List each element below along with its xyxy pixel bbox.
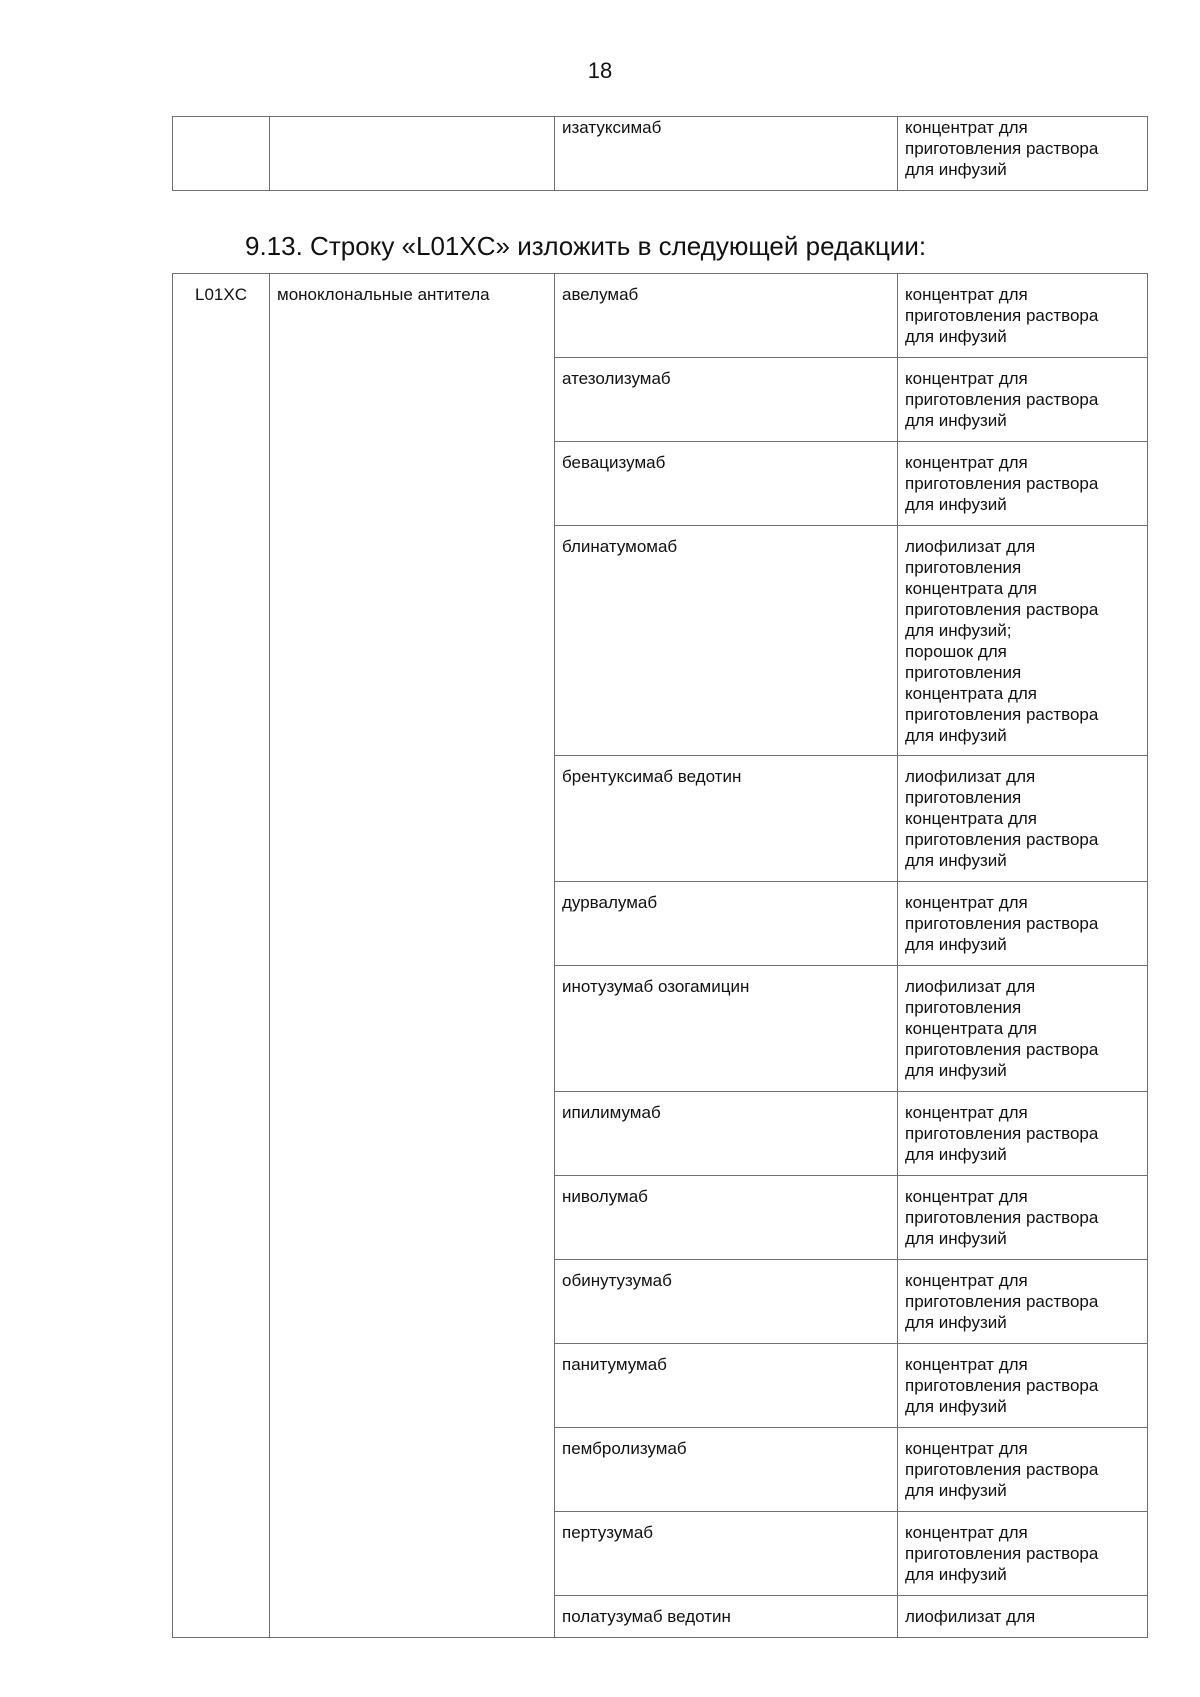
drug-name-cell: пембролизумаб [555, 1428, 898, 1512]
drug-name-cell: изатуксимаб [555, 117, 898, 191]
dosage-form-line: для инфузий [905, 851, 1007, 870]
dosage-form-line: для инфузий [905, 935, 1007, 954]
dosage-form-line: для инфузий [905, 327, 1007, 346]
dosage-form-line: концентрат для [905, 1523, 1028, 1542]
dosage-form-line: концентрат для [905, 893, 1028, 912]
dosage-form-line: концентрат для [905, 1271, 1028, 1290]
dosage-form-line: лиофилизат для [905, 537, 1036, 556]
dosage-form-line: приготовления раствора [905, 1292, 1099, 1311]
dosage-form-line: для инфузий [905, 160, 1007, 179]
drug-name-cell: ипилимумаб [555, 1092, 898, 1176]
dosage-form-line: приготовления раствора [905, 600, 1099, 619]
dosage-form-line: приготовления раствора [905, 1208, 1099, 1227]
dosage-form-line: приготовления раствора [905, 390, 1099, 409]
dosage-form-cell [898, 117, 1148, 191]
atc-code-cell [173, 117, 270, 191]
dosage-form-line: лиофилизат для [905, 767, 1036, 786]
dosage-form-line: приготовления раствора [905, 830, 1099, 849]
dosage-form-line: концентрата для [905, 1019, 1037, 1038]
continuation-table [172, 116, 1148, 191]
drug-name-cell: инотузумаб озогамицин [555, 966, 898, 1092]
dosage-form-line: лиофилизат для [905, 1607, 1036, 1626]
dosage-form-cell [898, 442, 1148, 526]
dosage-form-line: приготовления раствора [905, 474, 1099, 493]
drug-name-cell: атезолизумаб [555, 358, 898, 442]
dosage-form-line: лиофилизат для [905, 977, 1036, 996]
dosage-form-cell [898, 1428, 1148, 1512]
dosage-form-line: приготовления [905, 788, 1022, 807]
dosage-form-line: концентрат для [905, 1103, 1028, 1122]
table-row [173, 117, 1148, 191]
dosage-form-line: приготовления раствора [905, 1460, 1099, 1479]
dosage-form-line: для инфузий [905, 1313, 1007, 1332]
dosage-form-line: для инфузий [905, 1565, 1007, 1584]
dosage-form-line: концентрат для [905, 285, 1028, 304]
dosage-form-line: для инфузий [905, 1229, 1007, 1248]
dosage-form-cell [898, 1596, 1148, 1638]
drug-name-cell: авелумаб [555, 274, 898, 358]
dosage-form-line: концентрат для [905, 369, 1028, 388]
group-cell [270, 117, 555, 191]
dosage-form-line: приготовления раствора [905, 705, 1099, 724]
dosage-form-cell [898, 1176, 1148, 1260]
dosage-form-line: концентрата для [905, 684, 1037, 703]
drug-name-cell: блинатумомаб [555, 526, 898, 756]
drug-name-cell: ниволумаб [555, 1176, 898, 1260]
dosage-form-line: концентрат для [905, 1355, 1028, 1374]
drug-name-cell: дурвалумаб [555, 882, 898, 966]
dosage-form-line: для инфузий [905, 411, 1007, 430]
dosage-form-line: приготовления [905, 998, 1022, 1017]
drug-name-cell: пертузумаб [555, 1512, 898, 1596]
dosage-form-cell [898, 756, 1148, 882]
drug-name-cell: панитумумаб [555, 1344, 898, 1428]
dosage-form-cell [898, 882, 1148, 966]
drug-name-cell: брентуксимаб ведотин [555, 756, 898, 882]
drug-name-cell: обинутузумаб [555, 1260, 898, 1344]
dosage-form-line: концентрат для [905, 118, 1028, 137]
dosage-form-cell [898, 1344, 1148, 1428]
dosage-form-cell [898, 1260, 1148, 1344]
dosage-form-line: приготовления раствора [905, 914, 1099, 933]
dosage-form-cell [898, 358, 1148, 442]
page-number: 18 [587, 58, 613, 83]
dosage-form-cell [898, 1092, 1148, 1176]
section-heading: 9.13. Строку «L01XC» изложить в следующей редакции: [245, 231, 927, 261]
dosage-form-line: приготовления раствора [905, 1544, 1099, 1563]
dosage-form-line: для инфузий [905, 1397, 1007, 1416]
dosage-form-line: приготовления [905, 663, 1022, 682]
drug-name-cell: бевацизумаб [555, 442, 898, 526]
dosage-form-line: концентрат для [905, 1187, 1028, 1206]
main-table [172, 273, 1148, 1638]
dosage-form-line: для инфузий [905, 726, 1007, 745]
dosage-form-line: концентрата для [905, 809, 1037, 828]
dosage-form-line: приготовления раствора [905, 1376, 1099, 1395]
dosage-form-line: концентрата для [905, 579, 1037, 598]
atc-code-cell: L01XC [173, 274, 270, 1638]
dosage-form-cell [898, 526, 1148, 756]
dosage-form-line: для инфузий; [905, 621, 1012, 640]
dosage-form-line: приготовления раствора [905, 306, 1099, 325]
dosage-form-line: приготовления раствора [905, 139, 1099, 158]
dosage-form-cell [898, 966, 1148, 1092]
dosage-form-line: приготовления [905, 558, 1022, 577]
dosage-form-line: приготовления раствора [905, 1040, 1099, 1059]
dosage-form-cell [898, 274, 1148, 358]
dosage-form-line: для инфузий [905, 1145, 1007, 1164]
drug-name-cell: полатузумаб ведотин [555, 1596, 898, 1638]
table-row [173, 274, 1148, 358]
dosage-form-line: для инфузий [905, 1481, 1007, 1500]
dosage-form-line: для инфузий [905, 495, 1007, 514]
dosage-form-line: порошок для [905, 642, 1007, 661]
dosage-form-line: приготовления раствора [905, 1124, 1099, 1143]
dosage-form-cell [898, 1512, 1148, 1596]
group-cell: моноклональные антитела [270, 274, 555, 1638]
dosage-form-line: для инфузий [905, 1061, 1007, 1080]
dosage-form-line: концентрат для [905, 1439, 1028, 1458]
dosage-form-line: концентрат для [905, 453, 1028, 472]
